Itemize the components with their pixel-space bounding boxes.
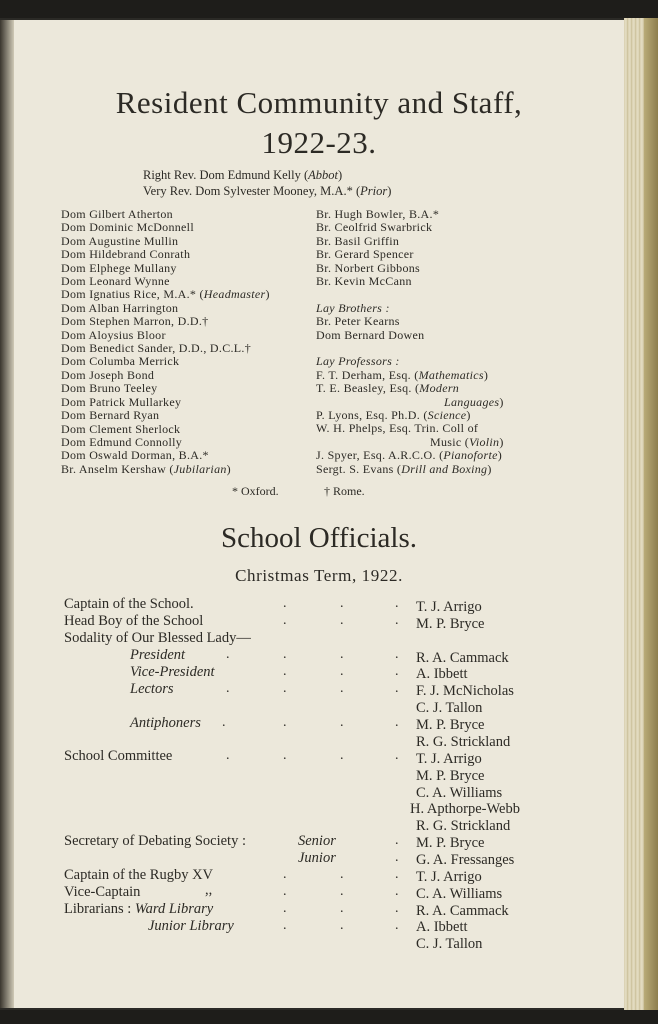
- list-item: Dom Edmund Connolly: [61, 434, 183, 449]
- list-item: Dom Stephen Marron, D.D.†: [61, 314, 209, 329]
- community-list-left: [61, 208, 270, 476]
- prior-line: Very Rev. Dom Sylvester Mooney, M.A.* (Prior): [143, 184, 392, 198]
- label-vice-president: Vice-President: [130, 664, 215, 680]
- official-name: A. Ibbett: [416, 919, 468, 935]
- page-gutter: [0, 20, 14, 1008]
- list-item: Dom Joseph Bond: [61, 367, 155, 382]
- official-name: T. J. Arrigo: [416, 869, 482, 885]
- list-item: Dom Dominic McDonnell: [61, 220, 194, 235]
- officials-title: School Officials.: [221, 522, 417, 554]
- prior-name: Very Rev. Dom Sylvester Mooney, M.A.*: [143, 184, 353, 198]
- label-antiphoners: Antiphoners: [130, 715, 201, 731]
- lay-brothers-heading: Lay Brothers :: [316, 300, 390, 315]
- list-item: Sergt. S. Evans (Drill and Boxing): [316, 461, 492, 476]
- list-item-name: Br. Anselm Kershaw: [61, 461, 167, 476]
- list-item: Dom Gilbert Atherton: [61, 207, 173, 221]
- list-item: P. Lyons, Esq. Ph.D. (Science): [316, 408, 471, 423]
- page-title: Resident Community and Staff,: [115, 85, 523, 120]
- official-name: R. A. Cammack: [416, 650, 509, 666]
- list-item: F. T. Derham, Esq. (Mathematics): [316, 367, 489, 382]
- label-president: President: [130, 647, 186, 663]
- list-item: Dom Aloysius Bloor: [61, 327, 166, 342]
- list-item: Br. Ceolfrid Swarbrick: [316, 220, 433, 235]
- top-band: [0, 0, 658, 18]
- abbot-line: Right Rev. Dom Edmund Kelly (Abbot): [143, 168, 343, 182]
- label-sodality: Sodality of Our Blessed Lady—: [64, 630, 251, 646]
- page-title-year: 1922-23.: [261, 125, 377, 160]
- official-name: C. A. Williams: [416, 785, 503, 801]
- list-item: Dom Oswald Dorman, B.A.*: [61, 448, 209, 463]
- list-item: Br. Kevin McCann: [316, 274, 412, 289]
- footnote-rome: † Rome.: [324, 484, 365, 498]
- list-item: Dom Ignatius Rice, M.A.* (Headmaster): [61, 287, 270, 302]
- label-captain: Captain of the School.: [64, 596, 194, 612]
- list-item: Dom Bernard Ryan: [61, 408, 160, 423]
- lay-professors-heading: Lay Professors :: [316, 354, 400, 369]
- official-name: M. P. Bryce: [416, 835, 485, 851]
- community-list-right: [316, 208, 504, 476]
- list-item: Dom Clement Sherlock: [61, 421, 181, 436]
- official-name: C. A. Williams: [416, 886, 503, 902]
- label-senior: Senior: [298, 833, 336, 849]
- list-item: W. H. Phelps, Esq. Trin. Coll of: [316, 421, 479, 436]
- label-librarians: Librarians : Ward Library: [64, 901, 214, 917]
- list-item: Br. Hugh Bowler, B.A.*: [316, 207, 440, 221]
- list-item: Br. Basil Griffin: [316, 233, 400, 248]
- official-name: G. A. Fressanges: [416, 852, 515, 868]
- abbot-role: Abbot: [308, 168, 339, 182]
- official-name: M. P. Bryce: [416, 616, 485, 632]
- list-item: Br. Anselm Kershaw (Jubilarian): [61, 461, 231, 476]
- list-item-continued: Music (Violin): [430, 434, 504, 449]
- jubilarian-note: Jubilarian: [173, 461, 227, 476]
- label-rugby: Captain of the Rugby XV: [64, 867, 214, 883]
- official-name: T. J. Arrigo: [416, 751, 482, 767]
- footnote-oxford: * Oxford.: [232, 484, 279, 498]
- official-name: C. J. Tallon: [416, 936, 483, 952]
- list-item: Dom Patrick Mullarkey: [61, 394, 182, 409]
- list-item: Dom Bernard Dowen: [316, 327, 425, 342]
- list-item-name: Dom Ignatius Rice, M.A.*: [61, 287, 197, 302]
- label-lectors: Lectors: [130, 681, 174, 697]
- list-item: Dom Hildebrand Conrath: [61, 247, 191, 262]
- label-committee: School Committee: [64, 748, 173, 764]
- official-name: M. P. Bryce: [416, 717, 485, 733]
- official-name: C. J. Tallon: [416, 700, 483, 716]
- prior-role: Prior: [360, 184, 388, 198]
- headmaster-note: Headmaster: [203, 287, 266, 302]
- book-cover-edge: [644, 18, 658, 1012]
- list-item: Dom Bruno Teeley: [61, 381, 158, 396]
- official-name: T. J. Arrigo: [416, 599, 482, 615]
- list-item: Dom Elphege Mullany: [61, 260, 177, 275]
- list-item: Dom Benedict Sander, D.D., D.C.L.†: [61, 341, 252, 356]
- list-item: Br. Norbert Gibbons: [316, 260, 421, 275]
- list-item: Br. Peter Kearns: [316, 314, 400, 329]
- label-head-boy: Head Boy of the School: [64, 613, 204, 629]
- list-item: Dom Augustine Mullin: [61, 233, 179, 248]
- list-item: T. E. Beasley, Esq. (Modern: [316, 381, 460, 396]
- official-name: R. G. Strickland: [416, 734, 511, 750]
- label-junior: Junior: [298, 850, 336, 866]
- list-item-continued: Languages): [444, 394, 504, 409]
- official-name: R. G. Strickland: [416, 818, 511, 834]
- official-name: R. A. Cammack: [416, 903, 509, 919]
- list-item: Dom Alban Harrington: [61, 300, 179, 315]
- bottom-band: [0, 1010, 658, 1024]
- term-heading: Christmas Term, 1922.: [235, 566, 403, 585]
- official-name: H. Apthorpe-Webb: [410, 801, 520, 817]
- list-item: J. Spyer, Esq. A.R.C.O. (Pianoforte): [316, 448, 502, 463]
- list-item: Dom Columba Merrick: [61, 354, 180, 369]
- label-vice-captain: Vice-Captain: [64, 884, 141, 900]
- list-item: Dom Leonard Wynne: [61, 274, 170, 289]
- abbot-name: Right Rev. Dom Edmund Kelly: [143, 168, 301, 182]
- list-item: Br. Gerard Spencer: [316, 247, 414, 262]
- ditto-mark: ,,: [205, 882, 213, 898]
- official-name: A. Ibbett: [416, 666, 468, 682]
- official-name: M. P. Bryce: [416, 768, 485, 784]
- official-name: F. J. McNicholas: [416, 683, 514, 699]
- label-junior-library: Junior Library: [148, 918, 234, 934]
- label-debating: Secretary of Debating Society :: [64, 833, 246, 849]
